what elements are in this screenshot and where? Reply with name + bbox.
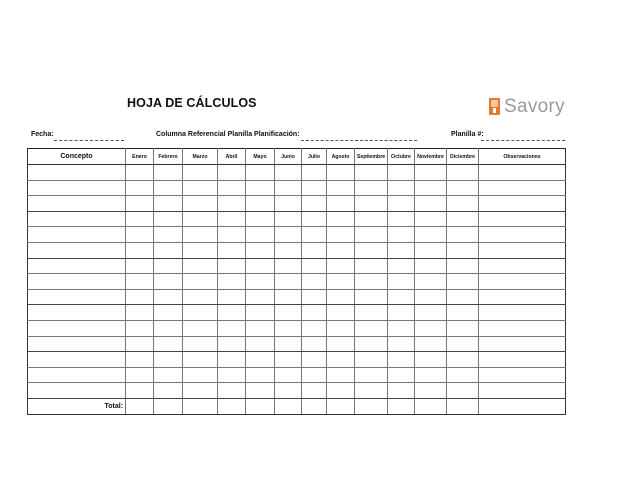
table-cell[interactable] [218, 227, 246, 243]
table-cell[interactable] [28, 305, 126, 321]
table-cell[interactable] [415, 305, 447, 321]
table-cell[interactable] [126, 320, 154, 336]
table-cell[interactable] [447, 305, 479, 321]
table-row [28, 289, 566, 305]
table-cell[interactable] [415, 227, 447, 243]
table-cell[interactable] [246, 211, 275, 227]
table-cell[interactable] [183, 258, 218, 274]
reference-label: Columna Referencial Planilla Planificación: [156, 131, 300, 138]
table-cell[interactable] [355, 320, 388, 336]
table-cell[interactable] [275, 274, 302, 290]
table-cell[interactable] [302, 180, 327, 196]
table-cell[interactable] [447, 211, 479, 227]
table-cell[interactable] [479, 274, 566, 290]
table-cell[interactable] [302, 398, 327, 414]
table-cell[interactable] [154, 383, 183, 399]
table-cell[interactable] [327, 398, 355, 414]
table-cell[interactable] [327, 367, 355, 383]
header-diciembre: Diciembre [447, 149, 479, 165]
table-cell[interactable] [275, 398, 302, 414]
table-cell[interactable] [126, 398, 154, 414]
table-cell[interactable] [183, 367, 218, 383]
table-cell[interactable] [246, 336, 275, 352]
table-row [28, 336, 566, 352]
table-cell[interactable] [388, 196, 415, 212]
table-cell[interactable] [154, 274, 183, 290]
table-cell[interactable] [218, 211, 246, 227]
table-cell[interactable] [218, 336, 246, 352]
table-cell[interactable] [183, 289, 218, 305]
table-cell[interactable] [275, 258, 302, 274]
table-cell[interactable] [218, 242, 246, 258]
sheet-number-field-line[interactable] [481, 140, 565, 141]
table-cell[interactable] [275, 352, 302, 368]
table-cell[interactable] [302, 258, 327, 274]
table-cell[interactable] [246, 242, 275, 258]
table-cell[interactable] [479, 398, 566, 414]
table-cell[interactable] [126, 336, 154, 352]
table-cell[interactable] [218, 367, 246, 383]
table-cell[interactable] [154, 320, 183, 336]
table-cell[interactable] [479, 165, 566, 181]
total-label: Total: [28, 398, 126, 414]
table-cell[interactable] [126, 242, 154, 258]
table-cell[interactable] [183, 320, 218, 336]
table-cell[interactable] [447, 274, 479, 290]
table-cell[interactable] [246, 274, 275, 290]
table-cell[interactable] [415, 398, 447, 414]
table-cell[interactable] [388, 274, 415, 290]
table-cell[interactable] [154, 180, 183, 196]
table-cell[interactable] [28, 274, 126, 290]
table-cell[interactable] [154, 196, 183, 212]
header-noviembre: Noviembre [415, 149, 447, 165]
table-cell[interactable] [275, 165, 302, 181]
table-cell[interactable] [28, 242, 126, 258]
table-cell[interactable] [154, 289, 183, 305]
table-cell[interactable] [218, 165, 246, 181]
table-cell[interactable] [355, 383, 388, 399]
table-cell[interactable] [275, 367, 302, 383]
table-cell[interactable] [275, 196, 302, 212]
table-cell[interactable] [355, 242, 388, 258]
table-cell[interactable] [154, 305, 183, 321]
table-cell[interactable] [479, 258, 566, 274]
table-cell[interactable] [246, 320, 275, 336]
table-cell[interactable] [246, 165, 275, 181]
table-cell[interactable] [415, 180, 447, 196]
table-cell[interactable] [183, 196, 218, 212]
table-cell[interactable] [415, 336, 447, 352]
table-cell[interactable] [275, 180, 302, 196]
table-cell[interactable] [447, 196, 479, 212]
table-row [28, 180, 566, 196]
header-observaciones: Observaciones [479, 149, 566, 165]
table-cell[interactable] [246, 367, 275, 383]
table-cell[interactable] [479, 367, 566, 383]
table-cell[interactable] [355, 274, 388, 290]
table-row [28, 211, 566, 227]
table-cell[interactable] [479, 320, 566, 336]
table-cell[interactable] [28, 196, 126, 212]
table-cell[interactable] [388, 383, 415, 399]
table-cell[interactable] [327, 320, 355, 336]
table-cell[interactable] [388, 336, 415, 352]
table-cell[interactable] [302, 211, 327, 227]
table-cell[interactable] [388, 165, 415, 181]
table-cell[interactable] [246, 289, 275, 305]
table-cell[interactable] [327, 289, 355, 305]
table-cell[interactable] [275, 227, 302, 243]
table-cell[interactable] [447, 180, 479, 196]
table-cell[interactable] [183, 398, 218, 414]
table-cell[interactable] [246, 383, 275, 399]
table-cell[interactable] [388, 352, 415, 368]
table-cell[interactable] [275, 383, 302, 399]
table-cell[interactable] [388, 289, 415, 305]
table-cell[interactable] [246, 227, 275, 243]
table-cell[interactable] [327, 165, 355, 181]
header-mayo: Mayo [246, 149, 275, 165]
table-cell[interactable] [218, 383, 246, 399]
header-agosto: Agosto [327, 149, 355, 165]
table-cell[interactable] [126, 211, 154, 227]
table-cell[interactable] [183, 352, 218, 368]
table-cell[interactable] [183, 180, 218, 196]
table-cell[interactable] [275, 305, 302, 321]
table-cell[interactable] [302, 305, 327, 321]
table-cell[interactable] [218, 196, 246, 212]
table-cell[interactable] [183, 242, 218, 258]
header-octubre: Octubre [388, 149, 415, 165]
date-label: Fecha: [31, 131, 54, 138]
table-cell[interactable] [154, 367, 183, 383]
table-row [28, 320, 566, 336]
table-cell[interactable] [28, 383, 126, 399]
table-cell[interactable] [275, 289, 302, 305]
table-cell[interactable] [28, 352, 126, 368]
table-cell[interactable] [479, 196, 566, 212]
table-row [28, 305, 566, 321]
table-row [28, 352, 566, 368]
table-cell[interactable] [126, 383, 154, 399]
table-cell[interactable] [327, 274, 355, 290]
table-cell[interactable] [154, 258, 183, 274]
table-cell[interactable] [415, 242, 447, 258]
table-cell[interactable] [126, 352, 154, 368]
table-body [28, 165, 566, 415]
table-cell[interactable] [154, 398, 183, 414]
table-cell[interactable] [126, 227, 154, 243]
header-row [28, 149, 566, 165]
table-cell[interactable] [218, 305, 246, 321]
header-febrero: Febrero [154, 149, 183, 165]
header-junio: Junio [275, 149, 302, 165]
table-cell[interactable] [388, 258, 415, 274]
table-cell[interactable] [28, 227, 126, 243]
table-cell[interactable] [355, 165, 388, 181]
table-cell[interactable] [275, 211, 302, 227]
table-cell[interactable] [327, 352, 355, 368]
table-cell[interactable] [447, 227, 479, 243]
table-cell[interactable] [447, 258, 479, 274]
header-concepto: Concepto [28, 149, 126, 165]
table-cell[interactable] [447, 242, 479, 258]
table-cell[interactable] [327, 242, 355, 258]
table-cell[interactable] [415, 196, 447, 212]
date-field-line[interactable] [54, 140, 124, 141]
table-cell[interactable] [275, 320, 302, 336]
table-cell[interactable] [355, 367, 388, 383]
table-cell[interactable] [447, 320, 479, 336]
table-cell[interactable] [154, 336, 183, 352]
table-row [28, 196, 566, 212]
table-cell[interactable] [126, 258, 154, 274]
table-cell[interactable] [246, 352, 275, 368]
table-cell[interactable] [327, 258, 355, 274]
table-cell[interactable] [183, 305, 218, 321]
table-cell[interactable] [28, 258, 126, 274]
table-cell[interactable] [218, 398, 246, 414]
table-cell[interactable] [246, 398, 275, 414]
table-cell[interactable] [415, 320, 447, 336]
table-row [28, 274, 566, 290]
table-cell[interactable] [126, 305, 154, 321]
table-cell[interactable] [183, 211, 218, 227]
table-cell[interactable] [327, 305, 355, 321]
table-cell[interactable] [28, 367, 126, 383]
table-cell[interactable] [154, 165, 183, 181]
table-cell[interactable] [355, 305, 388, 321]
table-cell[interactable] [302, 383, 327, 399]
table-cell[interactable] [388, 305, 415, 321]
table-cell[interactable] [302, 196, 327, 212]
table-cell[interactable] [275, 242, 302, 258]
table-cell[interactable] [415, 211, 447, 227]
header-marzo: Marzo [183, 149, 218, 165]
reference-field-line[interactable] [301, 140, 417, 141]
table-cell[interactable] [126, 367, 154, 383]
table-cell[interactable] [415, 352, 447, 368]
table-cell[interactable] [355, 352, 388, 368]
table-cell[interactable] [183, 227, 218, 243]
table-cell[interactable] [154, 227, 183, 243]
table-cell[interactable] [447, 289, 479, 305]
table-cell[interactable] [183, 165, 218, 181]
table-cell[interactable] [218, 352, 246, 368]
table-cell[interactable] [154, 352, 183, 368]
table-cell[interactable] [479, 227, 566, 243]
table-cell[interactable] [28, 211, 126, 227]
table-cell[interactable] [355, 336, 388, 352]
table-cell[interactable] [388, 367, 415, 383]
table-cell[interactable] [355, 196, 388, 212]
table-row [28, 165, 566, 181]
table-cell[interactable] [479, 383, 566, 399]
table-cell[interactable] [447, 352, 479, 368]
table-cell[interactable] [302, 274, 327, 290]
table-cell[interactable] [28, 336, 126, 352]
table-cell[interactable] [415, 165, 447, 181]
table-cell[interactable] [246, 196, 275, 212]
table-cell[interactable] [355, 180, 388, 196]
table-cell[interactable] [302, 367, 327, 383]
table-row [28, 258, 566, 274]
calculation-table [27, 148, 566, 415]
table-cell[interactable] [447, 165, 479, 181]
table-cell[interactable] [479, 352, 566, 368]
table-cell[interactable] [28, 165, 126, 181]
table-cell[interactable] [388, 320, 415, 336]
table-cell[interactable] [126, 165, 154, 181]
total-row [28, 398, 566, 414]
table-cell[interactable] [355, 227, 388, 243]
header-julio: Julio [302, 149, 327, 165]
savory-logo-icon [489, 98, 500, 115]
table-cell[interactable] [218, 289, 246, 305]
table-cell[interactable] [154, 211, 183, 227]
table-cell[interactable] [302, 165, 327, 181]
table-cell[interactable] [388, 227, 415, 243]
table-row [28, 227, 566, 243]
table-cell[interactable] [479, 305, 566, 321]
table-cell[interactable] [355, 398, 388, 414]
table-cell[interactable] [302, 320, 327, 336]
table-cell[interactable] [447, 383, 479, 399]
logo-text: Savory [504, 96, 565, 117]
table-cell[interactable] [327, 336, 355, 352]
table-cell[interactable] [415, 383, 447, 399]
table-cell[interactable] [302, 227, 327, 243]
table-cell[interactable] [302, 336, 327, 352]
table-cell[interactable] [447, 367, 479, 383]
savory-logo [489, 97, 565, 116]
table-row [28, 383, 566, 399]
table-cell[interactable] [388, 398, 415, 414]
table-cell[interactable] [479, 289, 566, 305]
table-cell[interactable] [28, 289, 126, 305]
table-cell[interactable] [218, 320, 246, 336]
table-cell[interactable] [415, 258, 447, 274]
table-cell[interactable] [154, 242, 183, 258]
table-cell[interactable] [355, 289, 388, 305]
table-cell[interactable] [246, 305, 275, 321]
table-cell[interactable] [126, 289, 154, 305]
table-cell[interactable] [388, 211, 415, 227]
table-cell[interactable] [218, 258, 246, 274]
header-septiembre: Septiembre [355, 149, 388, 165]
header-abril: Abril [218, 149, 246, 165]
table-cell[interactable] [183, 274, 218, 290]
table-cell[interactable] [126, 274, 154, 290]
table-row [28, 367, 566, 383]
table-cell[interactable] [218, 274, 246, 290]
table-cell[interactable] [126, 180, 154, 196]
table-cell[interactable] [246, 258, 275, 274]
table-cell[interactable] [415, 367, 447, 383]
table-cell[interactable] [246, 180, 275, 196]
table-row [28, 242, 566, 258]
table-cell[interactable] [447, 336, 479, 352]
table-cell[interactable] [479, 180, 566, 196]
table-cell[interactable] [327, 180, 355, 196]
table-cell[interactable] [28, 320, 126, 336]
table-cell[interactable] [355, 258, 388, 274]
table-cell[interactable] [447, 398, 479, 414]
table-cell[interactable] [126, 196, 154, 212]
page-title: HOJA DE CÁLCULOS [127, 96, 257, 110]
table-cell[interactable] [183, 383, 218, 399]
table-cell[interactable] [28, 180, 126, 196]
table-cell[interactable] [479, 242, 566, 258]
table-cell[interactable] [388, 180, 415, 196]
header-enero: Enero [126, 149, 154, 165]
sheet-number-label: Planilla #: [451, 131, 484, 138]
table-cell[interactable] [415, 274, 447, 290]
table-cell[interactable] [302, 289, 327, 305]
table-cell[interactable] [415, 289, 447, 305]
table-cell[interactable] [327, 196, 355, 212]
table-cell[interactable] [479, 336, 566, 352]
table-cell[interactable] [355, 211, 388, 227]
table-cell[interactable] [218, 180, 246, 196]
table-cell[interactable] [479, 211, 566, 227]
table-cell[interactable] [327, 383, 355, 399]
table-cell[interactable] [388, 242, 415, 258]
table-cell[interactable] [302, 352, 327, 368]
table-cell[interactable] [327, 211, 355, 227]
table-cell[interactable] [327, 227, 355, 243]
table-cell[interactable] [275, 336, 302, 352]
table-cell[interactable] [183, 336, 218, 352]
table-cell[interactable] [302, 242, 327, 258]
